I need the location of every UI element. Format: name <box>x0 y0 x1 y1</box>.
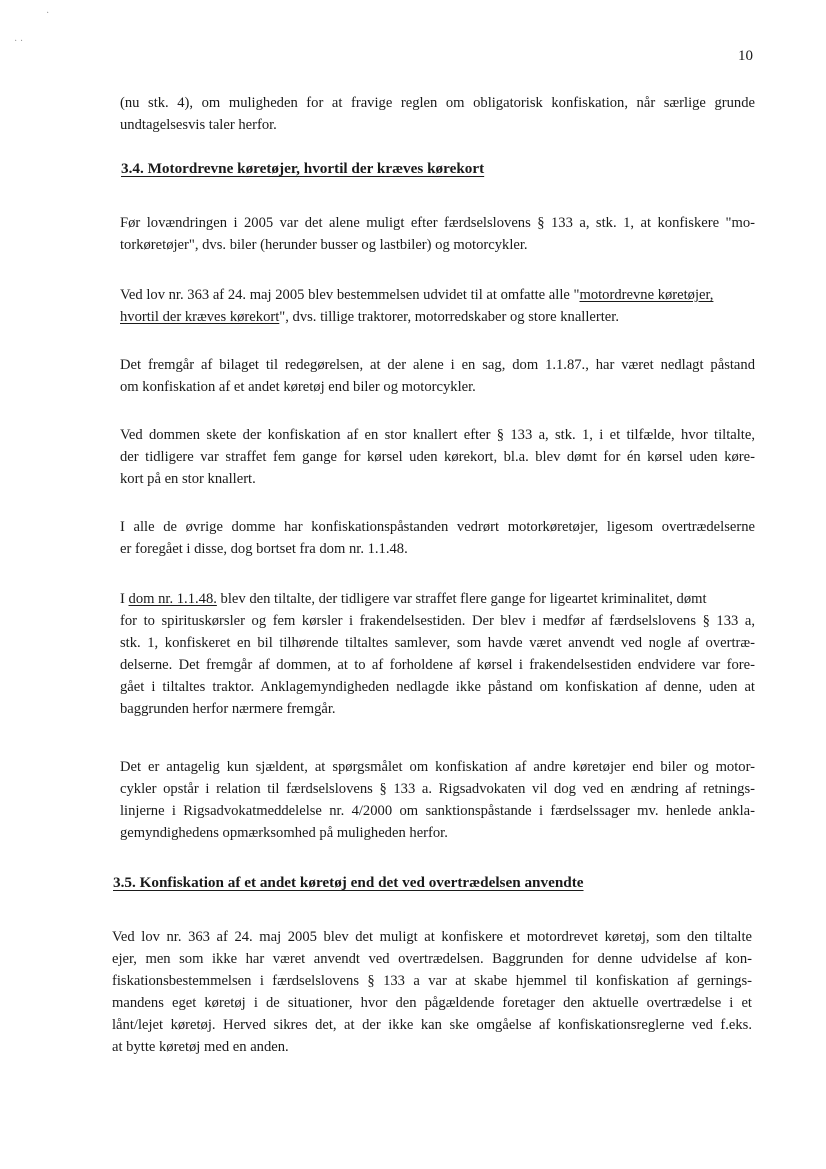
text-line: gemyndighedens opmærksomhed på muligheden herfor. <box>120 825 448 841</box>
text-line: om konfiskation af et andet køretøj end biler og motorcykler. <box>120 379 476 395</box>
paragraph <box>120 354 755 398</box>
text-line: torkøretøjer", dvs. biler (herunder busser og lastbiler) og motorcykler. <box>120 237 528 253</box>
text-line <box>120 306 755 328</box>
scan-speck: · <box>46 8 50 19</box>
text-line: Ved lov nr. 363 af 24. maj 2005 blev det muligt at konfiskere et motordrevet køretøj, som den tiltalte <box>112 929 752 945</box>
scan-speck: · · <box>14 36 24 47</box>
text-line: baggrunden herfor nærmere fremgår. <box>120 701 336 717</box>
paragraph <box>112 926 752 1058</box>
paragraph <box>120 212 755 256</box>
text-line: Ved dommen skete der konfiskation af en stor knallert efter § 133 a, stk. 1, i et tilfælde, hvor tiltalte, <box>120 427 755 443</box>
text-line <box>120 588 755 610</box>
text-run: blev den tiltalte, der tidligere var straffet flere gange for ligeartet kriminalitet, dømt <box>216 591 707 607</box>
text-line: I alle de øvrige domme har konfiskationspåstanden vedrørt motorkøretøjer, ligesom overtrædelserne <box>120 519 755 535</box>
text-line: at bytte køretøj med en anden. <box>112 1039 289 1055</box>
text-line <box>120 284 755 306</box>
paragraph <box>120 424 755 490</box>
text-line: er foregået i disse, dog bortset fra dom nr. 1.1.48. <box>120 541 408 557</box>
text-line: lånt/lejet køretøj. Herved sikres det, at der ikke kan ske omgåelse af konfiskationsreglerne ved f.eks. <box>112 1017 752 1033</box>
text-run: ", dvs. tillige traktorer, motorredskaber og store knallerter. <box>279 309 619 325</box>
paragraph <box>120 516 755 560</box>
text-line: fiskationsbestemmelsen i færdselslovens § 133 a var at skabe hjemmel til konfiskation af gernings- <box>112 973 752 989</box>
section-heading-3-5: 3.5. Konfiskation af et andet køretøj end det ved overtrædelsen anvendte <box>113 874 584 891</box>
text-line: der tidligere var straffet fem gange for kørsel uden kørekort, bl.a. blev dømt for én kørsel uden køre- <box>120 449 755 465</box>
paragraph <box>120 588 755 720</box>
text-run: I <box>120 591 129 607</box>
text-line: undtagelsesvis taler herfor. <box>120 117 277 133</box>
text-line: gået i tiltaltes traktor. Anklagemyndigheden nedlagde ikke påstand om konfiskation af denne, uden at <box>120 679 755 695</box>
text-line: for to spirituskørsler og fem kørsler i frakendelsestiden. Der blev i medfør af færdselslovens § 133 a, <box>120 613 755 629</box>
paragraph <box>120 284 755 328</box>
text-line: cykler opstår i relation til færdselslovens § 133 a. Rigsadvokaten vil dog ved en ændring af retnings- <box>120 781 755 797</box>
text-line: mandens eget køretøj i de situationer, hvor den pågældende foretager den aktuelle overtrædelse i et <box>112 995 752 1011</box>
text-line: ejer, men som ikke har været anvendt ved overtrædelsen. Baggrunden for denne udvidelse af kon- <box>112 951 752 967</box>
text-line: delserne. Det fremgår af dommen, at to af forholdene af kørsel i frakendelsestiden endvidere var fore- <box>120 657 755 673</box>
text-line: Før lovændringen i 2005 var det alene muligt efter færdselslovens § 133 a, stk. 1, at konfiskere "mo- <box>120 215 755 231</box>
underlined-term: motordrevne køretøjer, <box>579 287 714 303</box>
page-number: 10 <box>738 48 753 64</box>
section-heading-3-4: 3.4. Motordrevne køretøjer, hvortil der kræves kørekort <box>121 160 485 177</box>
text-line: stk. 1, konfiskeret en bil tilhørende tiltaltes samlever, som havde været anvendt ved nogle af overtræ- <box>120 635 755 651</box>
text-line: Det fremgår af bilaget til redegørelsen, at der alene i en sag, dom 1.1.87., har været nedlagt påstand <box>120 357 755 373</box>
paragraph-continuation <box>120 92 755 136</box>
paragraph <box>120 756 755 844</box>
text-line: linjerne i Rigsadvokatmeddelelse nr. 4/2000 om sanktionspåstande i færdselssager mv. henlede ankla- <box>120 803 755 819</box>
underlined-term: hvortil der kræves kørekort <box>120 309 280 325</box>
text-line: (nu stk. 4), om muligheden for at fravige reglen om obligatorisk konfiskation, når særlige grunde <box>120 95 755 111</box>
underlined-term: dom nr. 1.1.48. <box>128 591 217 607</box>
text-run: Ved lov nr. 363 af 24. maj 2005 blev bestemmelsen udvidet til at omfatte alle " <box>120 287 580 303</box>
text-line: kort på en stor knallert. <box>120 471 256 487</box>
text-line: Det er antagelig kun sjældent, at spørgsmålet om konfiskation af andre køretøjer end biler og motor- <box>120 759 755 775</box>
